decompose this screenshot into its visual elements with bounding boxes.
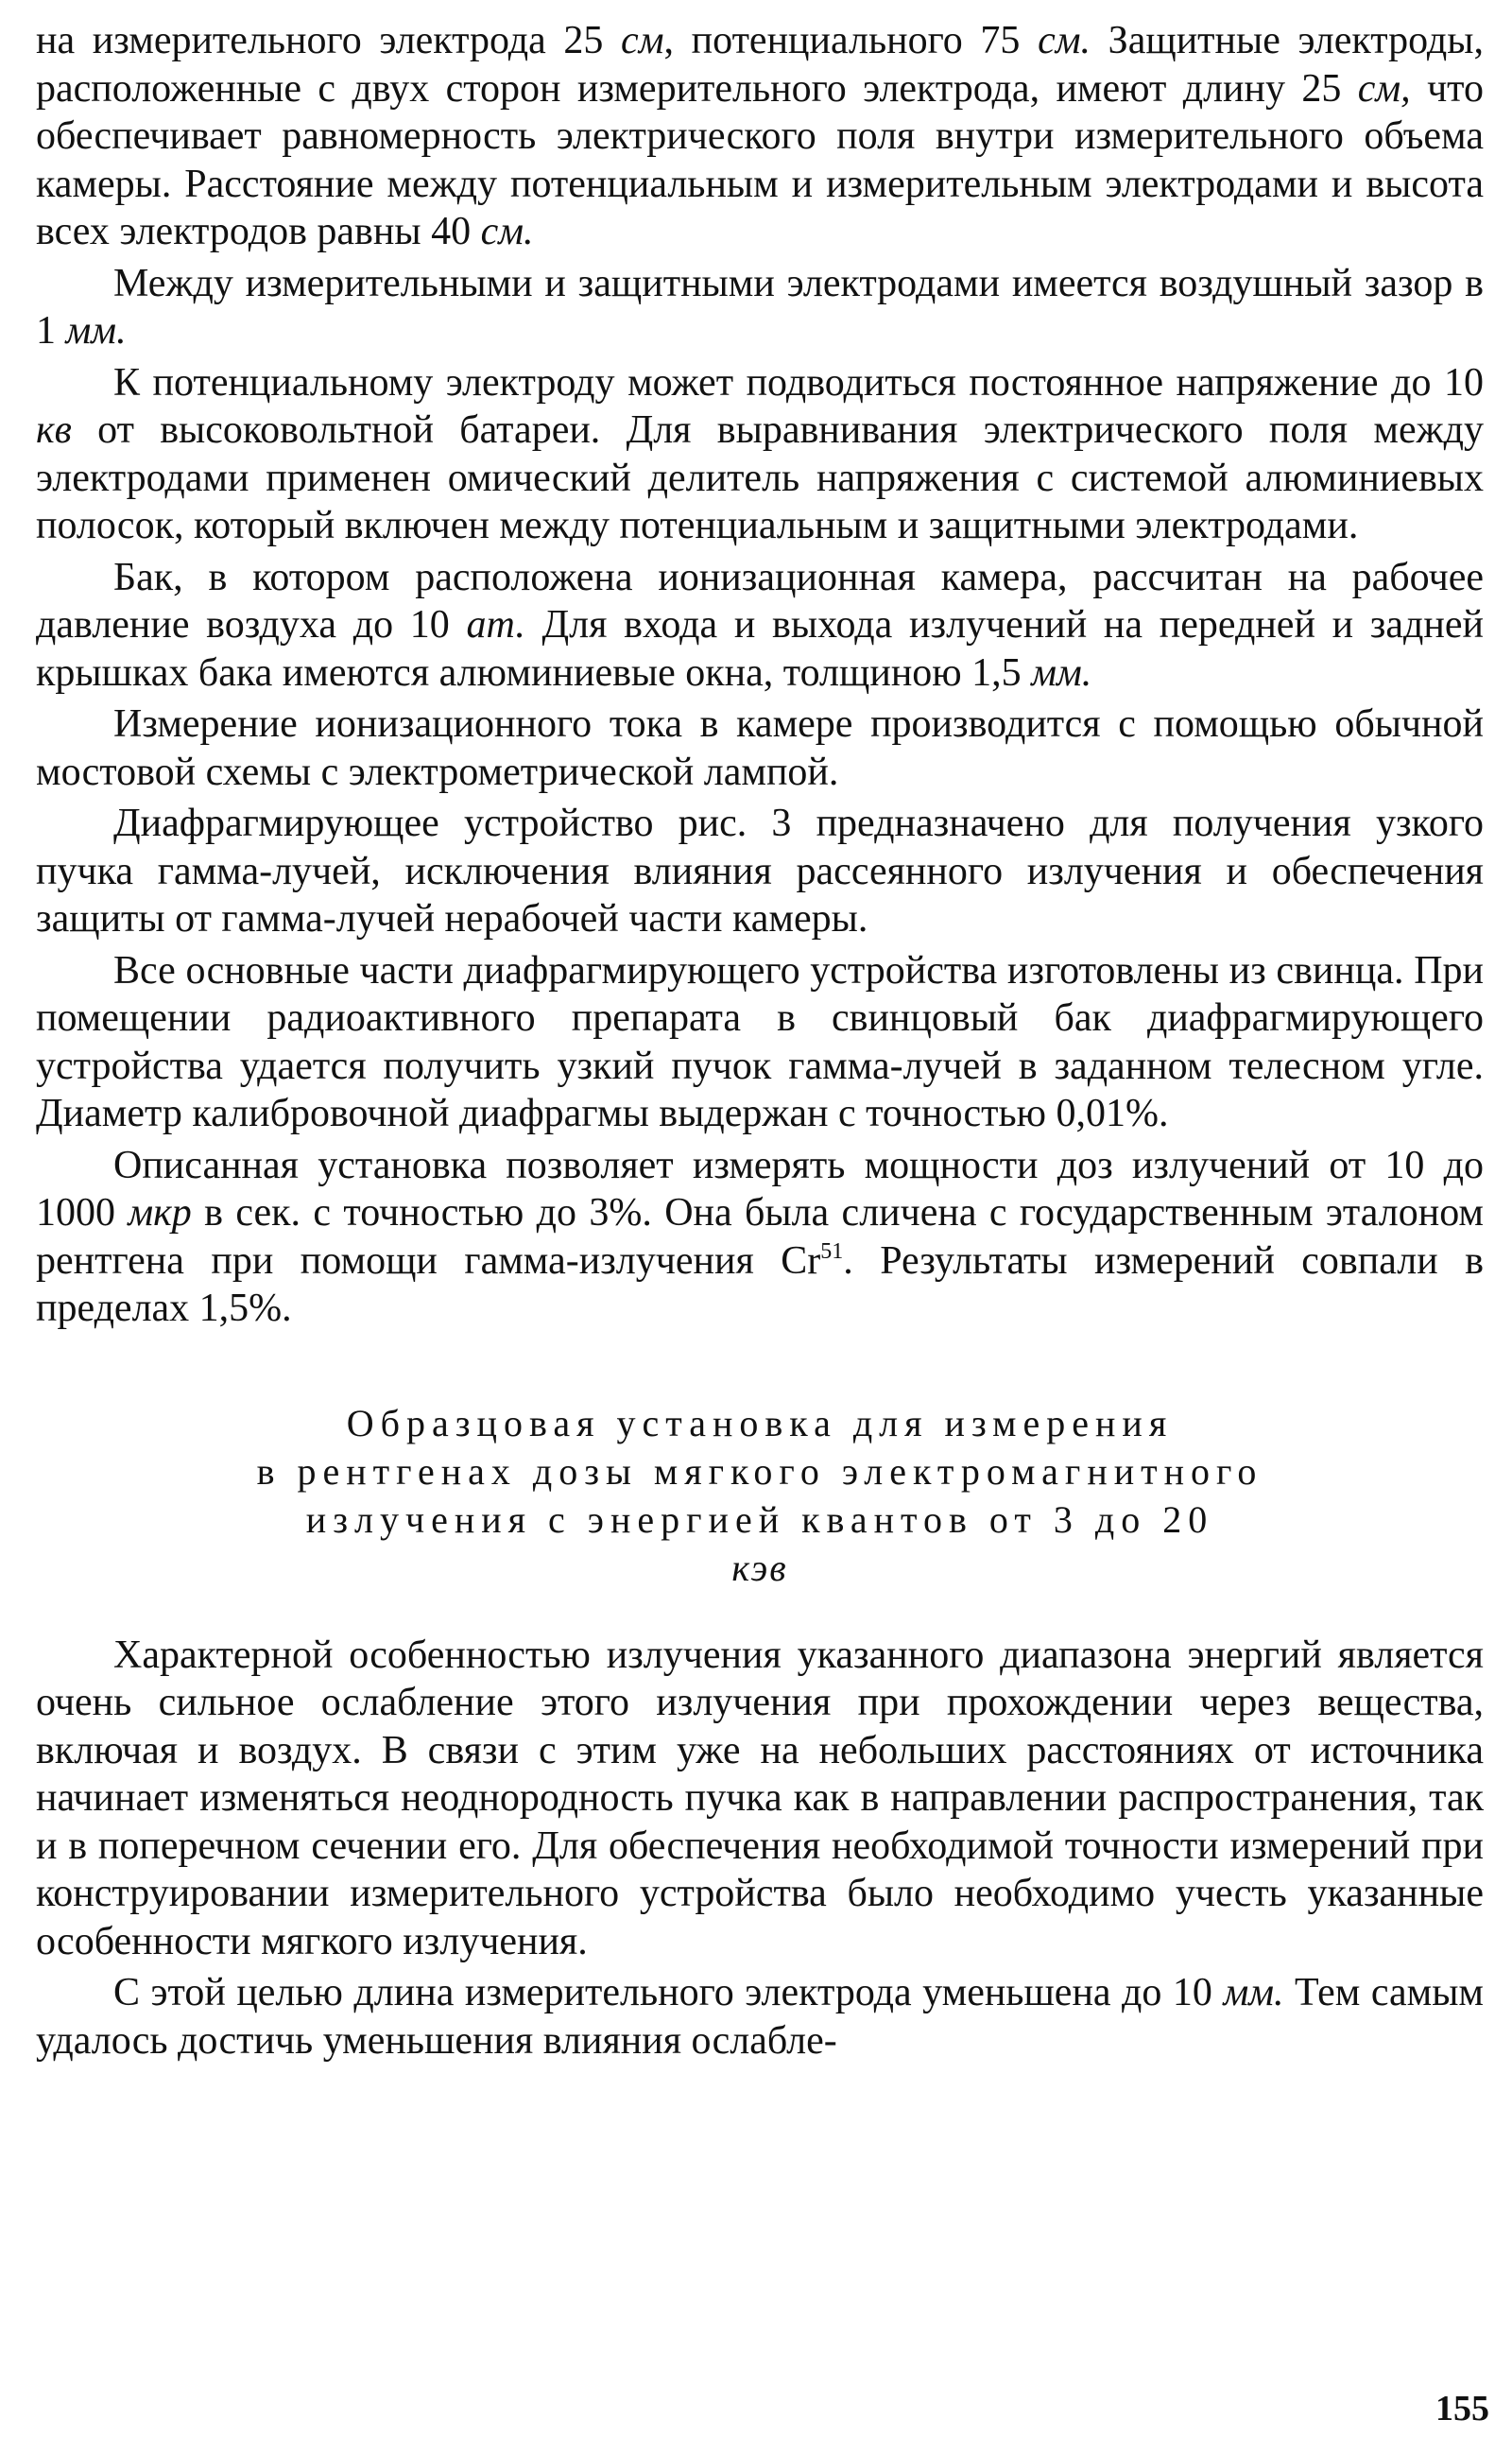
paragraph-soft-radiation [36, 1632, 1484, 1966]
paragraph-lead-parts [36, 947, 1484, 1138]
text-run: Защитные электроды, расположенные с двух сторон измерительного электрода, имеют длину 25 [36, 19, 1484, 111]
unit-text: см, [1357, 66, 1411, 111]
heading-line [36, 1495, 1484, 1592]
heading-line: в рентгенах дозы мягкого электромагнитного [256, 1449, 1263, 1493]
paragraph-current-measurement [36, 700, 1484, 796]
text-run: от высоковольтной батареи. Для выравнивания электрического поля между электродами применен омический делитель напряжения с системой алюминиевых полосок, который включен между потенциальным и защитными электродами. [36, 408, 1484, 547]
text-run: Бак, в котором расположена ионизационная камера, рассчитан на рабочее давление воздуха до 10 [36, 555, 1484, 647]
unit-text: см. [1038, 19, 1091, 62]
unit-text: см [621, 19, 664, 62]
unit-text: ат. [466, 603, 525, 647]
paragraph-electrode-dimensions [36, 17, 1484, 256]
page-number: 155 [1435, 2389, 1489, 2428]
text-run: , потенциального 75 [663, 19, 1039, 62]
text-run: . Результаты измерений совпали в пределах 1,5%. [36, 1238, 1484, 1330]
text-run: что обеспечивает равномерность электрического поля внутри измерительного объема камеры. Расстояние между потенциальным и измерительным электродами и высота всех электродов равны 40 [36, 66, 1484, 253]
text-run: Все основные части диафрагмирующего устройства изготовлены из свинца. При помещении радиоактивного препарата в свинцовый бак диафрагмирующего устройства удается получить узкий пучок гамма-лучей в заданном телесном угле. Диаметр калибровочной диафрагмы выдержан с точностью 0,01%. [36, 948, 1484, 1135]
text-run: Характерной особенностью излучения указанного диапазона энергий является очень сильное ослабление этого излучения при прохождении через вещества, включая и воздух. В связи с этим уже на небольших расстояниях от источника начинает изменяться неоднородность пучка как в направлении распространения, так и в поперечном сечении его. Для обеспечения необходимой точности измерений при конструировании измерительного устройства было необходимо учесть указанные особенности мягкого излучения. [36, 1633, 1484, 1963]
paragraph-diaphragm-device [36, 800, 1484, 943]
paragraph-electrode-length [36, 1969, 1484, 2065]
text-run: Тем самым удалось достичь уменьшения влияния ослабле- [36, 1971, 1484, 2063]
text-run: Для входа и выхода излучений на передней и задней крышках бака имеются алюминиевые окна, толщиною 1,5 [36, 603, 1484, 695]
paragraph-air-gap [36, 260, 1484, 355]
unit-text: мм. [65, 309, 127, 353]
text-run: Измерение ионизационного тока в камере производится с помощью обычной мостовой схемы с электрометрической лампой. [36, 702, 1484, 794]
paragraph-voltage [36, 359, 1484, 550]
superscript-text: 51 [820, 1238, 844, 1264]
paragraph-installation-accuracy [36, 1142, 1484, 1333]
paragraph-tank [36, 554, 1484, 698]
unit-text: см. [480, 210, 534, 253]
text-run: на измерительного электрода 25 [36, 19, 622, 62]
unit-text: мм. [1031, 650, 1092, 695]
unit-text: кэв [731, 1546, 788, 1589]
heading-line: Образцовая установка для измерения [346, 1401, 1174, 1444]
text-run: С этой целью длина измерительного электрода уменьшена до 10 [113, 1971, 1224, 2014]
text-run: Диафрагмирующее устройство рис. 3 предназначено для получения узкого пучка гамма-лучей, исключения влияния рассеянного излучения и обеспечения защиты от гамма-лучей нерабочей части камеры. [36, 802, 1484, 941]
text-run: К потенциальному электроду может подводиться постоянное напряжение до 10 [113, 360, 1484, 405]
unit-text: мкр [128, 1191, 192, 1235]
unit-text: мм. [1223, 1971, 1284, 2014]
text-run: в сек. с точностью до 3%. Она была сличена с государственным эталоном рентгена при помощи гамма-излучения Cr [36, 1191, 1484, 1283]
text-run: Описанная установка позволяет измерять мощности доз излучений от 10 до 1000 [36, 1143, 1484, 1235]
text-run: Между измерительными и защитными электродами имеется воздушный зазор в 1 [36, 261, 1484, 353]
section-heading [36, 1399, 1484, 1592]
text-run: излучения с энергией квантов от 3 до 20 [305, 1497, 1214, 1541]
unit-text: кв [36, 408, 72, 452]
